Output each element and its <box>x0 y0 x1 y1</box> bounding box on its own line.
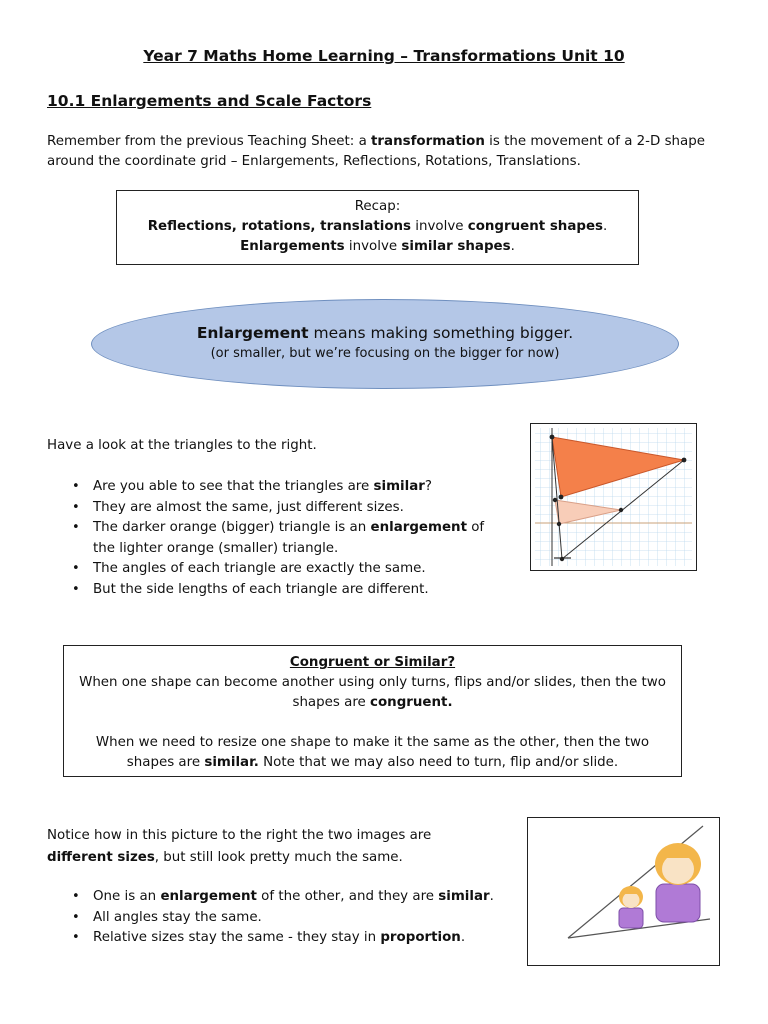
list-item: • Are you able to see that the triangles are similar? <box>72 479 432 494</box>
similar-triangles-figure <box>530 423 697 571</box>
list-item: • The darker orange (bigger) triangle is an enlargement of the lighter orange (smaller) triangle. <box>72 520 485 556</box>
list-item: • Relative sizes stay the same - they stay in proportion. <box>72 930 466 945</box>
triangles-graph-image <box>531 424 696 570</box>
similar-definition: When we need to resize one shape to make it the same as the other, then the two shapes are similar. Note that we may also need to turn, flip and/or slide. <box>95 735 650 770</box>
enlarged-figures-image <box>527 817 720 966</box>
enlargement-definition: Enlargement means making something bigger. <box>196 324 574 342</box>
recap-line-1: Reflections, rotations, translations involve congruent shapes. <box>147 219 608 234</box>
list-item: • They are almost the same, just different sizes. <box>72 499 404 515</box>
list-item: • The angles of each triangle are exactly the same. <box>72 561 426 576</box>
congruent-definition: When one shape can become another using only turns, flips and/or slides, then the two shapes are congruent. <box>79 675 666 710</box>
enlargement-definition-ellipse <box>91 299 679 389</box>
triangles-intro: Have a look at the triangles to the right. <box>47 438 317 453</box>
intro-paragraph: Remember from the previous Teaching Sheet: a transformation is the movement of a 2-D shape around the coordinate grid – Enlargements, Reflections, Rotations, Translations. <box>47 134 705 169</box>
page-title: Year 7 Maths Home Learning – Transformations Unit 10 <box>143 47 625 65</box>
term-transformation: transformation <box>371 134 485 149</box>
recap-line-2: Enlargements involve similar shapes. <box>240 239 515 254</box>
recap-heading: Recap: <box>354 199 401 214</box>
people-enlargement-image <box>528 818 719 965</box>
picture-bullet-list <box>47 887 517 949</box>
congruent-similar-heading: Congruent or Similar? <box>289 655 456 670</box>
list-item: • One is an enlargement of the other, and they are similar. <box>72 889 494 904</box>
picture-intro: Notice how in this picture to the right the two images are different sizes, but still look pretty much the same. <box>47 828 432 865</box>
enlargement-note: (or smaller, but we’re focusing on the bigger for now) <box>210 346 560 361</box>
section-heading: 10.1 Enlargements and Scale Factors <box>47 92 372 110</box>
triangle-bullet-list <box>47 477 517 600</box>
recap-box <box>116 190 639 265</box>
list-item: • All angles stay the same. <box>72 909 262 925</box>
list-item: • But the side lengths of each triangle are different. <box>72 581 429 597</box>
congruent-similar-box <box>63 645 682 777</box>
